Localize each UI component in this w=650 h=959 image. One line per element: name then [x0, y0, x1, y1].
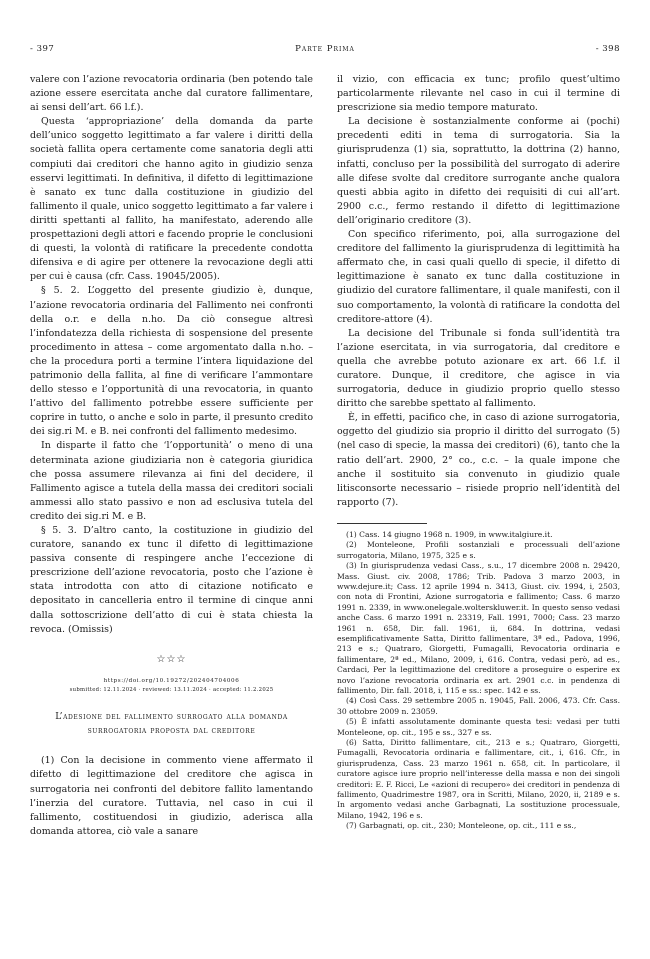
paragraph: La decisione è sostanzialmente conforme ai (pochi) precedenti editi in tema di surrogatoria. Sia la giurisprudenza (1) sia, soprattutto, la dottrina (2) hanno, infatti, concluso per la possibilità del surrogato di aderire alle difese svolte dal creditore surrogante anche qualora questi abbia agito in difetto dei requisiti di cui all’art. 2900 c.c., fermo restando il difetto di legittimazione dell’originario creditore (3). — [337, 116, 620, 226]
footnote: (1) Cass. 14 giugno 1968 n. 1909, in www.italgiure.it. — [346, 529, 553, 539]
paragraph: § 5. 3. D’altro canto, la costituzione in giudizio del curatore, sanando ex tunc il difetto di legittimazione passiva consente di respingere anche l’eccezione di prescrizione dell’azione revocatoria, posto che l’azione è stata introdotta con atto di citazione notificato e depositato in cancelleria entro il termine di cinque anni dalla sottoscrizione dell’atto di cui è stata chiesta la revoca. (Omissis) — [30, 525, 313, 635]
doi-line: https://doi.org/10.19272/202404704006 — [103, 677, 240, 684]
footnote: (2) Monteleone, Profili sostanziali e processuali dell’azione surrogatoria, Milano, 1975, 325 e s. — [337, 540, 620, 560]
paragraph: È, in effetti, pacifico che, in caso di azione surrogatoria, oggetto del giudizio sia proprio il diritto del surrogato (5) (nel caso di specie, la massa dei creditori) (6), tanto che la ratio dell’art. 2900, 2° co., c.c. – la quale impone che anche il sostituito sia convenuto in giudizio quale litisconsorte necessario – risiede proprio nell’identità del rapporto (7). — [337, 412, 620, 508]
footnote-rule — [337, 523, 427, 524]
right-column — [337, 73, 620, 832]
comment-paragraph: (1) Con la decisione in commento viene affermato il difetto di legittimazione del creditore che agisca in surrogatoria nei confronti del debitore fallito lamentando l’inerzia del curatore. Tuttavia, nel caso in cui il fallimento, costituendosi in giudizio, aderisca alla domanda attorea, ciò vale a sanare — [30, 755, 313, 837]
page-number-left: - 397 — [30, 44, 55, 54]
paragraph: In disparte il fatto che ‘l’opportunità’ o meno di una determinata azione giudiziaria non è categoria giuridica che possa assumere rilevanza ai fini del decidere, il Fallimento agisce a tutela della massa dei creditori sociali ammessi allo stato passivo e non ad esclusiva tutela del credito dei sig.ri M. e B. — [30, 440, 313, 522]
footnotes — [337, 530, 620, 832]
paragraph: Con specifico riferimento, poi, alla surrogazione del creditore del fallimento la giurisprudenza di legittimità ha affermato che, in casi quali quello di specie, il difetto di legittimazione è sanato ex tunc dalla costituzione in giudizio del curatore fallimentare, il quale manifesti, con il suo comportamento, la volontà di ratificare la condotta del creditore-attore (4). — [337, 229, 620, 325]
comment-title: L’adesione del fallimento surrogato alla domanda surrogatoria proposta dal creditore — [55, 711, 288, 736]
paragraph: § 5. 2. L’oggetto del presente giudizio è, dunque, l’azione revocatoria ordinaria del Fallimento nei confronti della o.r. e della n.ho. Da ciò consegue altresì l’infondatezza della richiesta di sospensione del presente procedimento in attesa – come argomentato dalla n.ho. – che la procedura porti a termine l’intera liquidazione del patrimonio della fallita, al fine di verificare l’ammontare dello stesso e l’opportunità di una revocatoria, in quanto l’attivo del fallimento potrebbe essere sufficiente per coprire in tutto, o anche e solo in parte, il presunto credito dei sig.ri M. e B. nei confronti del fallimento medesimo. — [30, 285, 313, 438]
footnote: (3) In giurisprudenza vedasi Cass., s.u., 17 dicembre 2008 n. 29420, Mass. Giust. civ. 2008, 1786; Trib. Padova 3 marzo 2003, in www.dejure.it; Cass. 12 aprile 1994 n. 3413, Giust. civ. 1994, i, 2503, con nota di Frontini, Azione surrogatoria e fallimento; Cass. 6 marzo 1991 n. 2339, in www.onelegale.wolterskluwer.it. In questo senso vedasi anche Cass. 6 marzo 1991 n. 23319, Fall. 1991, 7000; Cass. 23 marzo 1961 n. 658, Dir. fall. 1961, ii, 684. In dottrina, vedasi esemplificativamente Satta, Diritto fallimentare, 3ª ed., Padova, 1996, 213 e s.; Quatraro, Giorgetti, Fumagalli, Revocatoria ordinaria e fallimentare, 2ª ed., Milano, 2009, i, 616. Contra, vedasi però, ad es., Cardaci, Per la legittimazione del creditore a proseguire o esperire ex novo l’azione revocatoria ordinaria ex art. 2901 c.c. in pendenza di fallimento, Dir. fall. 2018, i, 115 e ss.: spec. 142 e ss. — [337, 561, 620, 695]
footnote: (5) È infatti assolutamente dominante questa tesi: vedasi per tutti Monteleone, op. cit., 195 e ss., 327 e ss. — [337, 717, 620, 737]
footnote: (6) Satta, Diritto fallimentare, cit., 213 e s.; Quatraro, Giorgetti, Fumagalli, Revocatoria ordinaria e fallimentare, cit., i, 616. Cfr., in giurisprudenza, Cass. 23 marzo 1961 n. 658, cit. In particolare, il curatore agisce iure proprio nell’interesse della massa e non dei singoli creditori: E. F. Ricci, Le «azioni di recupero» dei creditori in pendenza di fallimento, Quadrimestre 1987, ora in Scritti, Milano, 2020, ii, 2189 e s. In argomento vedasi anche Garbagnati, La sostituzione processuale, Milano, 1942, 196 e s. — [337, 738, 620, 820]
page-number-right: - 398 — [595, 44, 620, 54]
left-column — [30, 73, 313, 839]
section-separator-stars: ☆☆☆ — [156, 653, 187, 665]
running-head-title: Parte Prima — [295, 44, 355, 54]
footnote: (7) Garbagnati, op. cit., 230; Monteleone, op. cit., 111 e ss., — [346, 821, 577, 831]
running-header — [30, 44, 620, 58]
paragraph: La decisione del Tribunale si fonda sull’identità tra l’azione esercitata, in via surrogatoria, dal creditore e quella che avrebbe potuto azionare ex art. 66 l.f. il curatore. Dunque, il creditore, che agisce in via surrogatoria, deduce in giudizio proprio quello stesso diritto che sarebbe spettato al fallimento. — [337, 327, 620, 410]
submission-dates: submitted: 12.11.2024 · reviewed: 13.11.2024 · accepted: 11.2.2025 — [69, 686, 274, 693]
paragraph: Questa ‘appropriazione’ della domanda da parte dell’unico soggetto legittimato a far valere i diritti della società fallita opera certamente come sanatoria degli atti compiuti dai creditori che hanno agito in giudizio senza esservi legittimati. In definitiva, il difetto di legittimazione è sanato ex tunc dalla costituzione in giudizio del fallimento il quale, unico soggetto legittimato a far valere i diritti spettanti al fallito, ha manifestato, aderendo alle prospettazioni degli attori e facendo proprie le conclusioni di questi, la volontà di ratificare la precedente condotta difensiva e di agire per ottenere la revocazione degli atti per cui è causa (cfr. Cass. 19045/2005). — [30, 116, 313, 283]
footnote: (4) Così Cass. 29 settembre 2005 n. 19045, Fall. 2006, 473. Cfr. Cass. 30 ottobre 2009 n. 23059. — [337, 696, 620, 716]
paragraph: valere con l’azione revocatoria ordinaria (ben potendo tale azione essere esercitata anche dal curatore fallimentare, ai sensi dell’art. 66 l.f.). — [30, 74, 313, 114]
paragraph: il vizio, con efficacia ex tunc; profilo quest’ultimo particolarmente rilevante nel caso in cui il termine di prescrizione sia medio tempore maturato. — [337, 74, 620, 114]
